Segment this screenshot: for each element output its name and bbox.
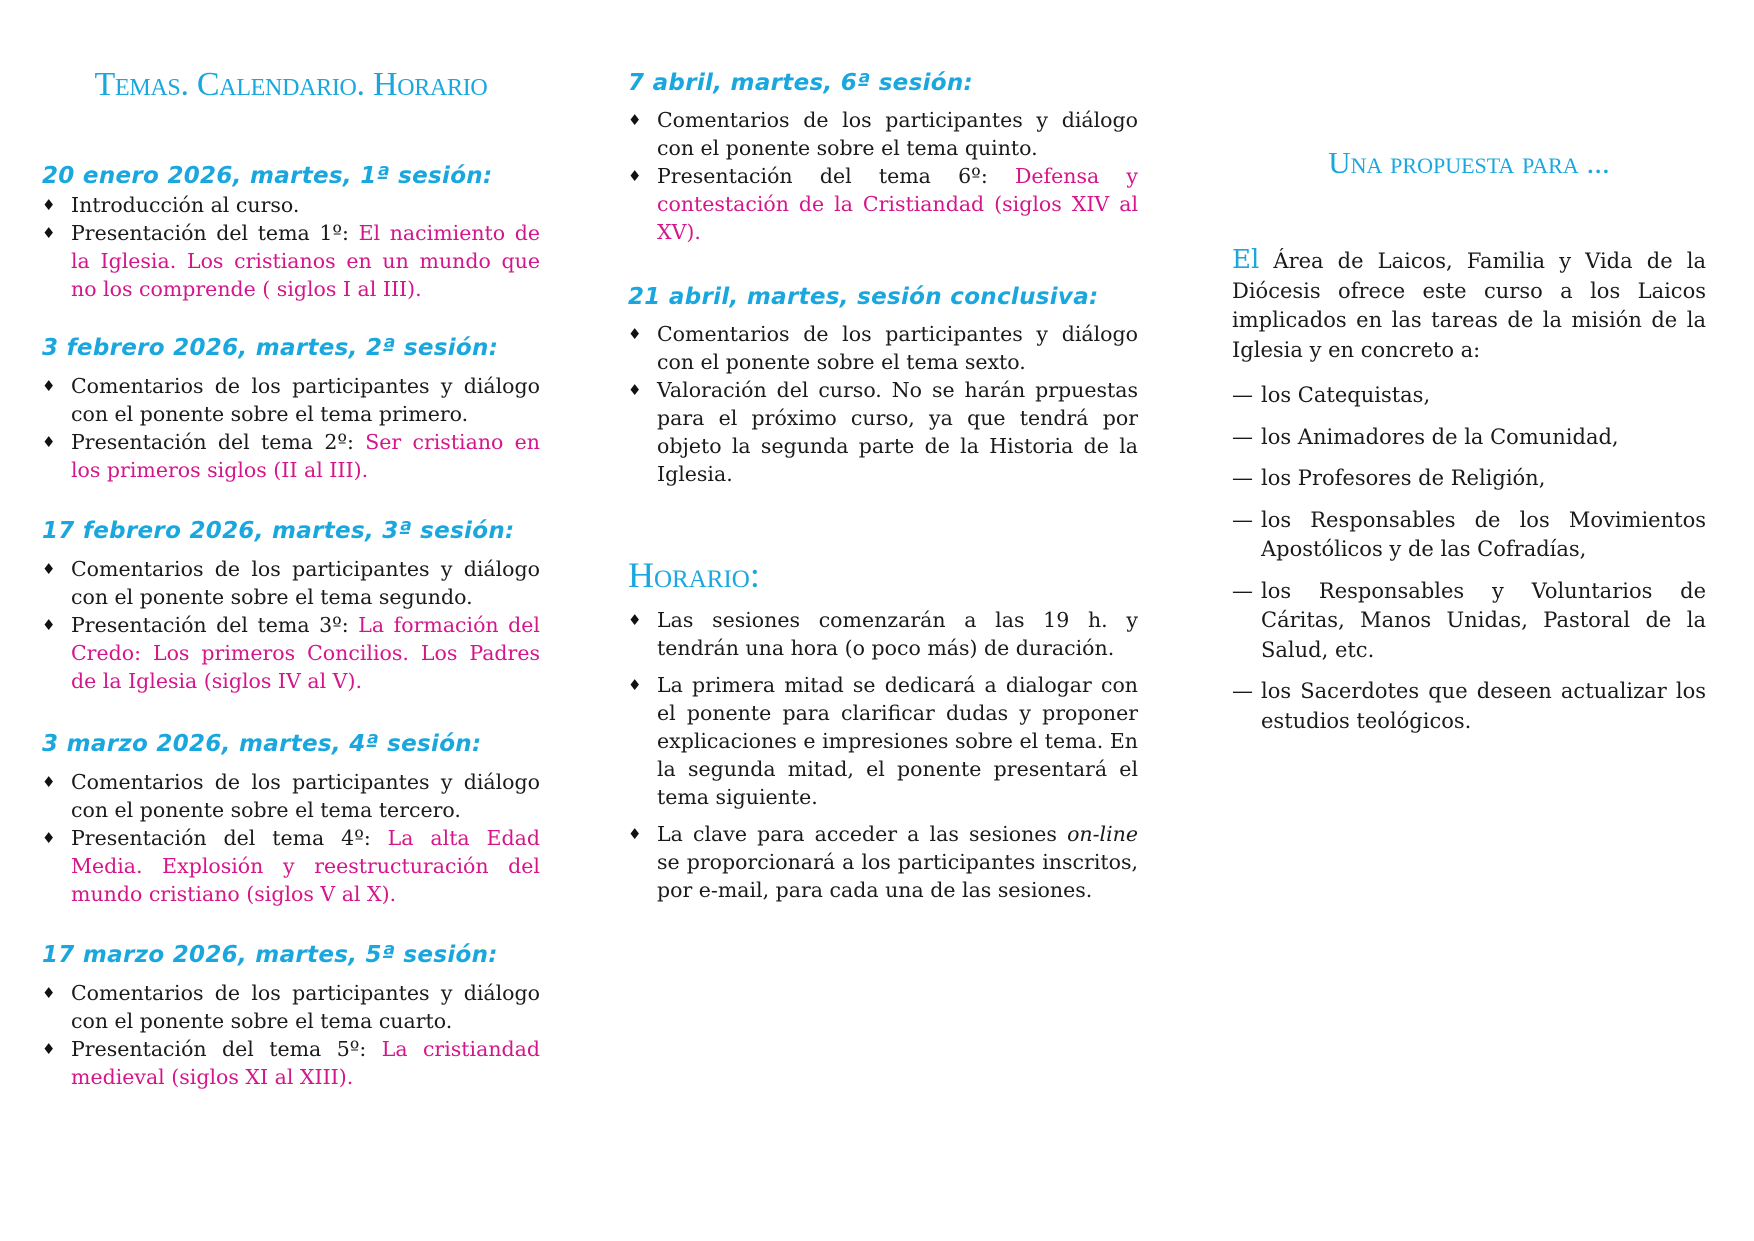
session-heading: 17 febrero 2026, martes, 3ª sesión: (42, 518, 515, 544)
item-text: Comentarios de los participantes y diálogo con el ponente sobre el tema tercero. (71, 770, 540, 822)
title-word: alendario. (219, 66, 373, 103)
em-dash-icon: — (1232, 383, 1253, 407)
intro-paragraph (1232, 246, 1706, 365)
topic-title: La formación del Credo: Los primeros Concilios. Los Padres de la Iglesia (siglos IV al V). (71, 613, 540, 693)
session-heading: 20 enero 2026, martes, 1ª sesión: (42, 163, 493, 189)
list-item (628, 606, 1138, 662)
topic-title: La cristiandad medieval (siglos XI al XIII). (71, 1037, 540, 1089)
diamond-bullet-icon: ♦ (42, 377, 56, 395)
session-heading: 3 marzo 2026, martes, 4ª sesión: (42, 731, 482, 757)
audience-text: los Responsables y Voluntarios de Cáritas, Manos Unidas, Pastoral de la Salud, etc. (1261, 578, 1706, 662)
item-text: Presentación del tema 6º: (657, 164, 1015, 188)
session-conclusiva (628, 284, 1138, 488)
list-item (42, 555, 540, 611)
item-text: Comentarios de los participantes y diálogo con el ponente sobre el tema quinto. (657, 108, 1138, 160)
item-text: Las sesiones comenzarán a las 19 h. y tendrán una hora (o poco más) de duración. (657, 608, 1138, 660)
item-text: Valoración del curso. No se harán prpuestas para el próximo curso, ya que tendrá por objeto la segunda parte de la Historia de la Iglesia. (657, 378, 1138, 486)
item-text: Presentación del tema 5º: (71, 1037, 382, 1061)
item-text: La primera mitad se dedicará a dialogar con el ponente para clarificar dudas y proponer explicaciones e impresiones sobre el tema. En la segunda mitad, el ponente presentará el tema siguiente. (657, 673, 1138, 809)
session-3 (42, 518, 540, 695)
diamond-bullet-icon: ♦ (42, 984, 56, 1002)
horario-items (628, 606, 1138, 913)
audience-item (1232, 677, 1706, 736)
item-text: Presentación del tema 2º: (71, 430, 366, 454)
topic-title: El nacimiento de la Iglesia. Los cristianos en un mundo que no los comprende ( siglos I al III). (71, 221, 540, 301)
session-1 (42, 163, 540, 303)
session-heading: 7 abril, martes, 6ª sesión: (628, 70, 974, 96)
list-item (42, 372, 540, 428)
list-item (628, 320, 1138, 376)
audience-item (1232, 506, 1706, 565)
session-items (628, 106, 1138, 246)
item-text: La clave para acceder a las sesiones (657, 822, 1068, 846)
item-text: se proporcionará a los participantes inscritos, por e-mail, para cada una de las sesiones. (657, 850, 1138, 902)
item-text: Comentarios de los participantes y diálogo con el ponente sobre el tema segundo. (71, 557, 540, 609)
em-dash-icon: — (1232, 578, 1253, 603)
diamond-bullet-icon: ♦ (628, 825, 642, 843)
topic-title: Ser cristiano en los primeros siglos (II al III). (71, 430, 541, 482)
topic-title: La alta Edad Media. Explosión y reestructuración del mundo cristiano (siglos V al X). (71, 826, 540, 906)
session-heading: 3 febrero 2026, martes, 2ª sesión: (42, 335, 499, 361)
diamond-bullet-icon: ♦ (42, 196, 56, 214)
list-item (42, 191, 540, 219)
audience-item (1232, 381, 1706, 411)
diamond-bullet-icon: ♦ (42, 773, 56, 791)
audience-list (1232, 381, 1706, 748)
list-item (628, 106, 1138, 162)
audience-text: los Sacerdotes que deseen actualizar los estudios teológicos. (1261, 679, 1706, 733)
item-text: Introducción al curso. (71, 193, 300, 217)
item-text: Comentarios de los participantes y diálogo con el ponente sobre el tema primero. (71, 374, 540, 426)
item-text: Presentación del tema 3º: (71, 613, 359, 637)
em-dash-icon: — (1232, 507, 1253, 532)
diamond-bullet-icon: ♦ (628, 381, 642, 399)
list-item (42, 428, 540, 484)
audience-text: los Profesores de Religión, (1261, 466, 1546, 490)
diamond-bullet-icon: ♦ (42, 1040, 56, 1058)
session-2 (42, 335, 540, 484)
list-item (42, 768, 540, 824)
list-item (628, 820, 1138, 904)
audience-text: los Catequistas, (1261, 383, 1431, 407)
diamond-bullet-icon: ♦ (628, 676, 642, 694)
main-title (42, 66, 540, 104)
title-initial: H (372, 66, 398, 103)
session-items (42, 555, 540, 695)
audience-item (1232, 577, 1706, 666)
diamond-bullet-icon: ♦ (628, 167, 642, 185)
session-items (42, 372, 540, 484)
audience-text: los Responsables de los Movimientos Apostólicos y de las Cofradías, (1261, 507, 1706, 561)
session-heading: 21 abril, martes, sesión conclusiva: (628, 284, 1099, 310)
horario-title (628, 554, 760, 596)
session-items (628, 320, 1138, 488)
list-item (42, 1035, 540, 1091)
title-initial: U (1328, 145, 1351, 180)
diamond-bullet-icon: ♦ (42, 224, 56, 242)
session-items (42, 768, 540, 908)
session-4 (42, 731, 540, 908)
diamond-bullet-icon: ♦ (628, 611, 642, 629)
list-item (628, 162, 1138, 246)
diamond-bullet-icon: ♦ (42, 433, 56, 451)
diamond-bullet-icon: ♦ (42, 560, 56, 578)
title-word: orario (397, 66, 488, 103)
title-initial: H (628, 555, 654, 595)
audience-text: los Animadores de la Comunidad, (1261, 424, 1619, 449)
session-items (42, 979, 540, 1091)
title-initial: T (94, 66, 115, 103)
em-dash-icon: — (1232, 466, 1253, 490)
em-dash-icon: — (1232, 424, 1253, 449)
session-5 (42, 942, 540, 1091)
em-dash-icon: — (1232, 679, 1253, 703)
list-item (42, 824, 540, 908)
diamond-bullet-icon: ♦ (42, 616, 56, 634)
item-emphasis: on-line (1067, 822, 1138, 846)
title-word: emas. (115, 66, 197, 103)
title-initial: C (196, 66, 220, 103)
diamond-bullet-icon: ♦ (42, 829, 56, 847)
intro-lead-word: El (1232, 245, 1260, 275)
list-item (42, 979, 540, 1035)
session-6 (628, 70, 1138, 246)
item-text: Comentarios de los participantes y diálogo con el ponente sobre el tema cuarto. (71, 981, 540, 1033)
session-items (42, 191, 540, 303)
session-heading: 17 marzo 2026, martes, 5ª sesión: (42, 942, 498, 968)
list-item (42, 611, 540, 695)
item-text: Comentarios de los participantes y diálogo con el ponente sobre el tema sexto. (657, 322, 1138, 374)
topic-title: Defensa y contestación de la Cristiandad (siglos XIV al XV). (657, 164, 1138, 244)
item-text: Presentación del tema 1º: (71, 221, 359, 245)
propuesta-title (1232, 145, 1706, 181)
title-word: orario: (654, 555, 760, 595)
item-text: Presentación del tema 4º: (71, 826, 388, 850)
intro-text: Área de Laicos, Familia y Vida de la Diócesis ofrece este curso a los Laicos implicados en las tareas de la misión de la Iglesia y en concreto a: (1232, 249, 1706, 362)
audience-item (1232, 464, 1706, 494)
list-item (628, 376, 1138, 488)
title-word: na propuesta para ... (1350, 145, 1610, 180)
diamond-bullet-icon: ♦ (628, 325, 642, 343)
diamond-bullet-icon: ♦ (628, 111, 642, 129)
audience-item (1232, 423, 1706, 453)
list-item (628, 671, 1138, 811)
list-item (42, 219, 540, 303)
